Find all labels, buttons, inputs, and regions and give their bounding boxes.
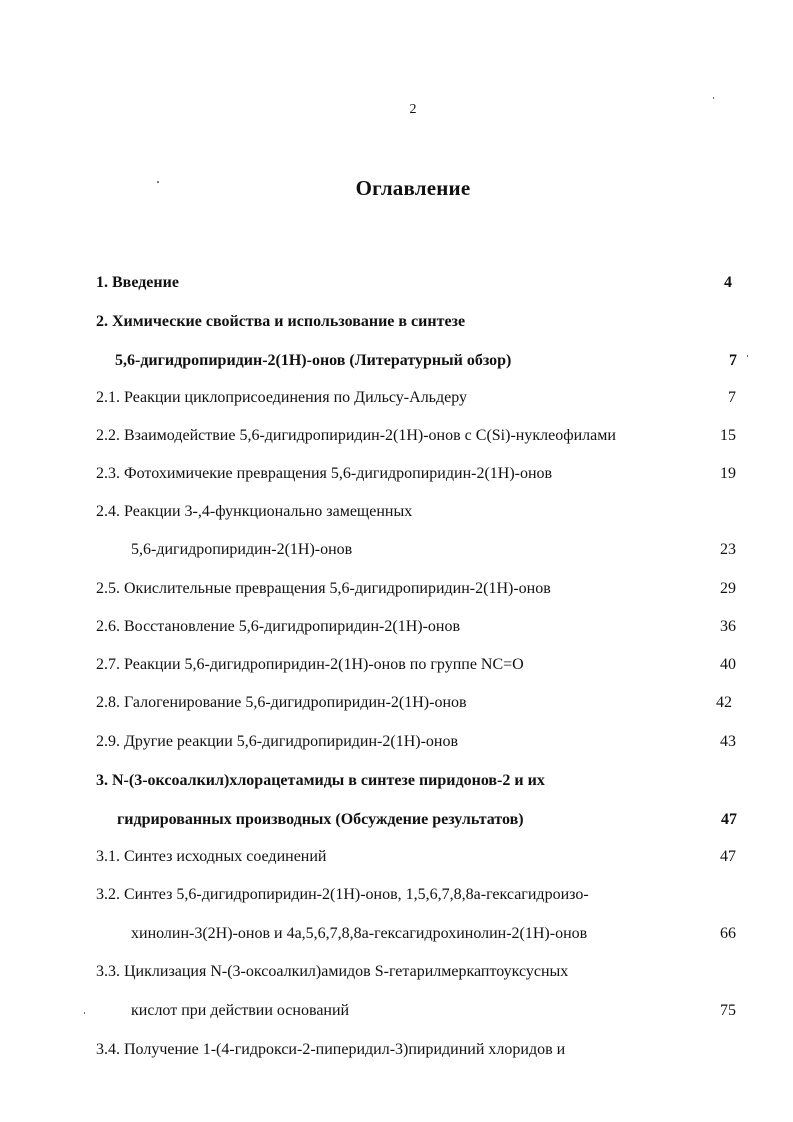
scan-speck bbox=[84, 1012, 85, 1014]
toc-entry-text: 1. Введение bbox=[96, 274, 179, 291]
toc-entry-text: 2.3. Фотохимичекие превращения 5,6-дигидропиридин-2(1H)-онов bbox=[96, 465, 553, 482]
toc-entry-text: кислот при действии оснований bbox=[131, 1002, 350, 1019]
toc-entry-text: 3.4. Получение 1-(4-гидрокси-2-пиперидил-3)пиридиний хлоридов и bbox=[96, 1041, 566, 1058]
toc-entry bbox=[96, 616, 736, 638]
toc-entry bbox=[117, 809, 737, 831]
page-number: 2 bbox=[409, 102, 417, 117]
toc-entry-text: 5,6-дигидропиридин-2(1H)-онов bbox=[131, 541, 353, 558]
toc-entry bbox=[96, 692, 732, 714]
toc-entry-text: 2. Химические свойства и использование в синтезе bbox=[96, 313, 466, 330]
toc-entry-page: 47 bbox=[720, 848, 736, 865]
toc-title: Оглавление bbox=[355, 176, 471, 200]
toc-entry-text: 3. N-(3-оксоалкил)хлорацетамиды в синтезе пиридонов-2 и их bbox=[96, 772, 545, 789]
toc-entry-text: 2.7. Реакции 5,6-дигидропиридин-2(1H)-онов по группе NC=O bbox=[96, 656, 524, 673]
scan-speck bbox=[747, 355, 748, 357]
toc-entry bbox=[131, 539, 736, 561]
toc-entry bbox=[96, 731, 736, 753]
toc-entry-page: 7 bbox=[729, 352, 737, 369]
toc-entry bbox=[96, 463, 736, 485]
toc-entry-text: 2.8. Галогенирование 5,6-дигидропиридин-2(1H)-онов bbox=[96, 694, 467, 711]
toc-entry-text: хинолин-3(2H)-онов и 4а,5,6,7,8,8а-гексагидрохинолин-2(1H)-онов bbox=[131, 925, 588, 942]
toc-entry bbox=[96, 654, 736, 676]
toc-entry bbox=[115, 350, 737, 372]
toc-entry bbox=[96, 1039, 565, 1061]
toc-entry-page: 66 bbox=[720, 925, 736, 942]
toc-entry-page: 7 bbox=[728, 389, 736, 406]
toc-entry-page: 40 bbox=[720, 656, 736, 673]
scan-speck bbox=[157, 181, 159, 183]
toc-entry-text: 2.9. Другие реакции 5,6-дигидропиридин-2(1H)-онов bbox=[96, 733, 459, 750]
toc-entry bbox=[96, 770, 545, 792]
toc-entry bbox=[96, 961, 568, 983]
scan-speck bbox=[713, 97, 714, 99]
toc-entry-text: 5,6-дигидропиридин-2(1H)-онов (Литературный обзор) bbox=[115, 352, 512, 369]
toc-entry-text: 3.1. Синтез исходных соединений bbox=[96, 848, 327, 865]
toc-entry-page: 19 bbox=[720, 465, 736, 482]
toc-entry-page: 36 bbox=[720, 618, 736, 635]
toc-entry-text: 2.5. Окислительные превращения 5,6-дигидропиридин-2(1H)-онов bbox=[96, 580, 551, 597]
toc-entry-text: 3.3. Циклизация N-(3-оксоалкил)амидов S-гетарилмеркаптоуксусных bbox=[96, 963, 569, 980]
toc-entry bbox=[131, 923, 736, 945]
toc-entry-page: 29 bbox=[720, 580, 736, 597]
toc-entry-text: гидрированных производных (Обсуждение результатов) bbox=[117, 811, 524, 828]
toc-entry-text: 2.1. Реакции циклоприсоединения по Дильсу-Альдеру bbox=[96, 389, 467, 406]
toc-entry-text: 2.6. Восстановление 5,6-дигидропиридин-2(1H)-онов bbox=[96, 618, 461, 635]
toc-entry-page: 42 bbox=[716, 694, 732, 711]
toc-entry bbox=[96, 846, 736, 868]
toc-entry bbox=[131, 1000, 736, 1022]
toc-entry bbox=[96, 578, 736, 600]
toc-entry-page: 4 bbox=[724, 274, 732, 291]
toc-entry bbox=[96, 272, 732, 294]
toc-entry bbox=[96, 501, 412, 523]
toc-entry bbox=[96, 425, 736, 447]
toc-entry-page: 47 bbox=[721, 811, 737, 828]
toc-entry-text: 2.4. Реакции 3-,4-функционально замещенных bbox=[96, 503, 413, 520]
toc-entry-text: 3.2. Синтез 5,6-дигидропиридин-2(1H)-онов, 1,5,6,7,8,8а-гексагидроизо- bbox=[96, 886, 589, 903]
toc-entry-page: 75 bbox=[720, 1002, 736, 1019]
toc-entry bbox=[96, 311, 465, 333]
toc-entry-page: 15 bbox=[720, 427, 736, 444]
toc-entry-text: 2.2. Взаимодействие 5,6-дигидропиридин-2(1H)-онов с C(Si)-нуклеофилами bbox=[96, 427, 616, 444]
toc-entry-page: 23 bbox=[720, 541, 736, 558]
toc-entry bbox=[96, 387, 736, 409]
toc-entry bbox=[96, 884, 589, 906]
toc-entry-page: 43 bbox=[720, 733, 736, 750]
